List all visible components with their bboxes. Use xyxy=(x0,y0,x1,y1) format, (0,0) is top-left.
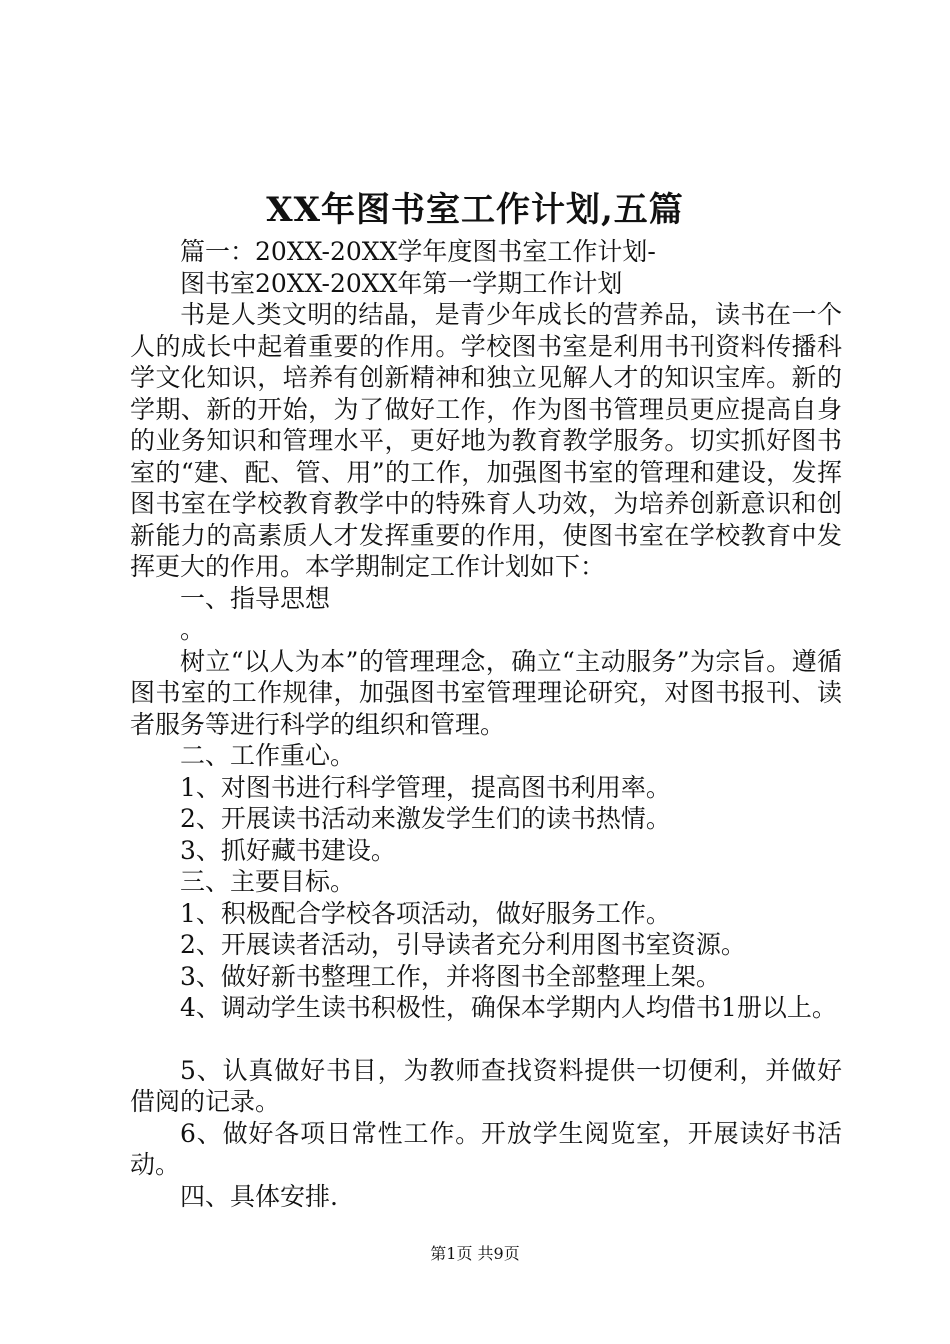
paragraph: 二、工作重心。 xyxy=(180,741,356,770)
paragraph: 篇一：20XX-20XX学年度图书室工作计划- xyxy=(180,237,656,266)
paragraph: 。 xyxy=(180,615,206,644)
paragraph: 4、调动学生读书积极性，确保本学期内人均借书1册以上。 xyxy=(180,993,837,1022)
paragraph: 5、认真做好书目，为教师查找资料提供一切便利，并做好借阅的记录。 xyxy=(130,1055,842,1116)
paragraph: 四、具体安排. xyxy=(180,1181,338,1211)
paragraph: 3、抓好藏书建设。 xyxy=(180,835,396,865)
paragraph: 2、开展读者活动，引导读者充分利用图书室资源。 xyxy=(180,930,746,959)
paragraph: 树立“以人为本”的管理理念，确立“主动服务”为宗旨。遵循图书室的工作规律，加强图书室管理理论研究，对图书报刊、读者服务等进行科学的组织和管理。 xyxy=(130,646,842,739)
paragraph: 书是人类文明的结晶，是青少年成长的营养品，读书在一个人的成长中起着重要的作用。学校图书室是利用书刊资料传播科学文化知识，培养有创新精神和独立见解人才的知识宝库。新的学期、新的开始，为了做好工作，作为图书管理员更应提高自身的业务知识和管理水平，更好地为教育教学服务。切实抓好图书室的“建、配、管、用”的工作，加强图书室的管理和建设，发挥图书室在学校教育教学中的特殊育人功效，为培养创新意识和创新能力的高素质人才发挥重要的作用，使图书室在学校教育中发挥更大的作用。本学期制定工作计划如下： xyxy=(130,300,842,581)
paragraph: 1、积极配合学校各项活动，做好服务工作。 xyxy=(180,898,671,928)
paragraph: 2、开展读书活动来激发学生们的读书热情。 xyxy=(180,804,671,833)
paragraph: 1、对图书进行科学管理，提高图书利用率。 xyxy=(180,772,671,802)
page-footer: 第1页 共9页 xyxy=(430,1244,520,1263)
paragraph: 3、做好新书整理工作，并将图书全部整理上架。 xyxy=(180,961,721,991)
paragraph: 三、主要目标。 xyxy=(180,867,356,896)
document-title: XX年图书室工作计划,五篇 xyxy=(266,190,684,230)
paragraph: 图书室20XX-20XX年第一学期工作计划 xyxy=(180,268,623,298)
document-body xyxy=(130,236,842,1212)
paragraph: 6、做好各项日常性工作。开放学生阅览室，开展读好书活动。 xyxy=(130,1118,842,1179)
paragraph: 一、指导思想 xyxy=(180,583,331,613)
